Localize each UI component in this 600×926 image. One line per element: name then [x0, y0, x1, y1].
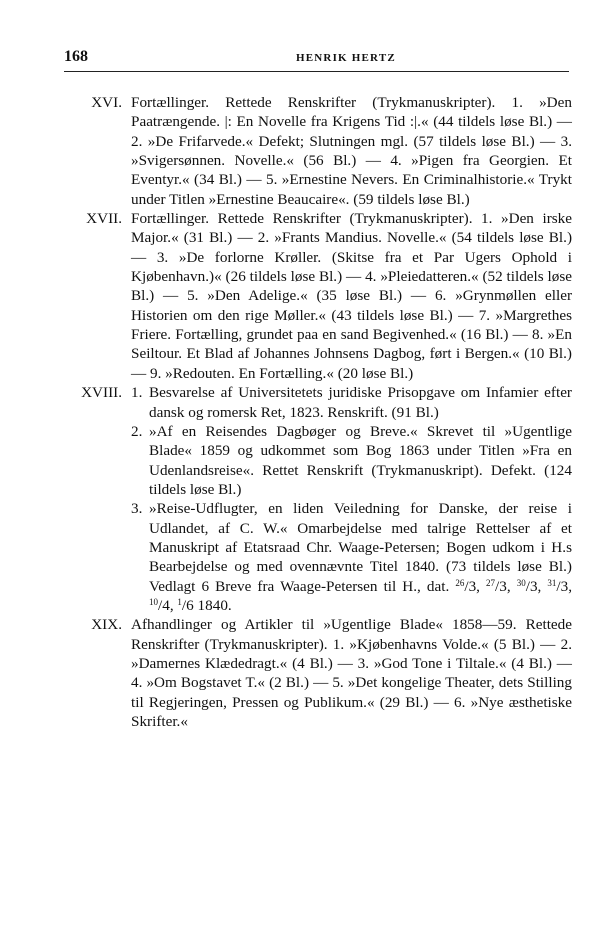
- date-day: 31: [547, 577, 557, 588]
- catalogue-entry: [52, 615, 572, 731]
- page-number: 168: [64, 48, 88, 65]
- sub-item: [52, 383, 572, 422]
- date-year: 1840.: [197, 596, 232, 614]
- date-day: 30: [516, 577, 526, 588]
- entry-text: Afhandlinger og Artikler til »Ugentlige Blade« 1858—59. Rettede Renskrifter (Trykmanuskripter). 1. »Kjøbenhavns Volde.« (5 Bl.) — 2. »Damernes Klædedragt.« (4 Bl.) — 3. »God Tone i Tiltale.« (4 Bl.) — 4. »Om Bogstavet T.« (2 Bl.) — 5. »Det kongelige Theater, dets Stilling til Regjeringen, Pressen og Publikum.« (29 Bl.) — 6. »Nye æsthetiske Skrifter.«: [131, 616, 572, 730]
- entry-text: Fortællinger. Rettede Renskrifter (Trykmanuskripter). 1. »Den irske Major.« (31 Bl.) — 2. »Frants Mandius. Novelle.« (54 tildels løse Bl.) — 3. »De forlorne Krøller. (Skitse fra et Par Ugers Ophold i Kjøbenhavn.)« (26 tildels løse Bl.) — 4. »Pleiedatteren.« (52 tildels løse Bl.) — 5. »Den Adelige.« (35 løse Bl.) — 6. »Grynmøllen eller Historien om den rige Møller.« (43 tildels løse Bl.) — 7. »Margrethes Friere. Fortælling, grundet paa en sand Begivenhed.« (16 Bl.) — 8. »En Seiltour. Et Blad af Johannes Johnsens Dagbog, ført i Bergen.« (10 Bl.) — 9. »Redouten. En Fortælling.« (20 løse Bl.): [131, 210, 572, 382]
- catalogue-entry: [52, 209, 572, 383]
- date-month: 3: [499, 577, 507, 595]
- date-day: 1: [177, 596, 182, 607]
- date-day: 26: [455, 577, 465, 588]
- sub-item-text: »Reise-Udflugter, en liden Veiledning for Danske, der reise i Udlandet, af C. W.« Omarbejdelse med talrige Rettelser af et Manuskript af Etatsraad Chr. Waage-Petersen; Bogen udkom i H.s Bearbejdelse og med ovennævnte Titel 1840. (73 tildels løse Bl.) Vedlagt 6 Breve fra Waage-Petersen til H., dat. $^{26}$/3, $^{27}$/3, $^{30}$/3, $^{31}$/3, $^{10}$/4, $^1$/6 1840.: [149, 500, 573, 614]
- date-day: 10: [149, 596, 158, 607]
- date-month: 3: [468, 577, 477, 595]
- sub-item: [52, 499, 572, 615]
- entry-numeral: XIX.: [91, 616, 122, 634]
- entry-numeral: XVIII.: [81, 384, 122, 402]
- entry-numeral: XVI.: [91, 94, 122, 111]
- sub-item-main-text: »Reise-Udflugter, en liden Veiledning for Danske, der reise i Udlandet, af C. W.« Omarbejdelse med talrige Rettelser af et Manuskript af Etatsraad Chr. Waage-Petersen; Bogen udkom i H.s Bearbejdelse og med ovennævnte Titel 1840. (73 tildels løse Bl.) Vedlagt 6 Breve fra Waage-Petersen til H., dat.: [149, 500, 572, 595]
- page-header: [64, 48, 569, 72]
- catalogue-entry: [52, 383, 572, 615]
- sub-item-text: Besvarelse af Universitetets juridiske Prisopgave om Infamier efter dansk og romersk Ret, 1823. Renskrift. (91 Bl.): [149, 384, 572, 421]
- sub-item-text: »Af en Reisendes Dagbøger og Breve.« Skrevet til »Ugentlige Blade« 1859 og udkommet som Bog 1863 under Titlen »Fra en Udenlandsreise«. Rettet Renskrift (Trykmanuskript). Defekt. (124 tildels løse Bl.): [149, 422, 572, 498]
- catalogue-entry: [52, 93, 572, 209]
- sub-item: [52, 422, 572, 499]
- catalogue-text: [52, 93, 572, 731]
- sub-item-number: 2.: [131, 422, 143, 440]
- running-head: HENRIK HERTZ: [296, 52, 396, 64]
- entry-numeral: XVII.: [86, 210, 122, 228]
- header-rule: [64, 71, 569, 72]
- sub-item-number: 1.: [131, 384, 143, 402]
- date-month: 4: [162, 596, 170, 614]
- date-day: 27: [486, 577, 496, 588]
- entry-text: Fortællinger. Rettede Renskrifter (Trykmanuskripter). 1. »Den Paatrængende. |: En Novelle fra Krigens Tid :|.« (44 tildels løse Bl.) — 2. »De Frifarvede.« Defekt; Slutningen mgl. (57 tildels løse Bl.) — 3. »Svigersønnen. Novelle.« (56 Bl.) — 4. »Pigen fra Georgien. Et Eventyr.« (34 Bl.) — 5. »Ernestine Nevers. En Criminalhistorie.« Trykt under Titlen »Ernestine Beaucaire«. (59 tildels løse Bl.): [131, 94, 572, 208]
- date-month: 6: [186, 596, 194, 614]
- sub-item-number: 3.: [131, 500, 143, 518]
- date-month: 3: [529, 577, 538, 595]
- date-month: 3: [560, 577, 569, 595]
